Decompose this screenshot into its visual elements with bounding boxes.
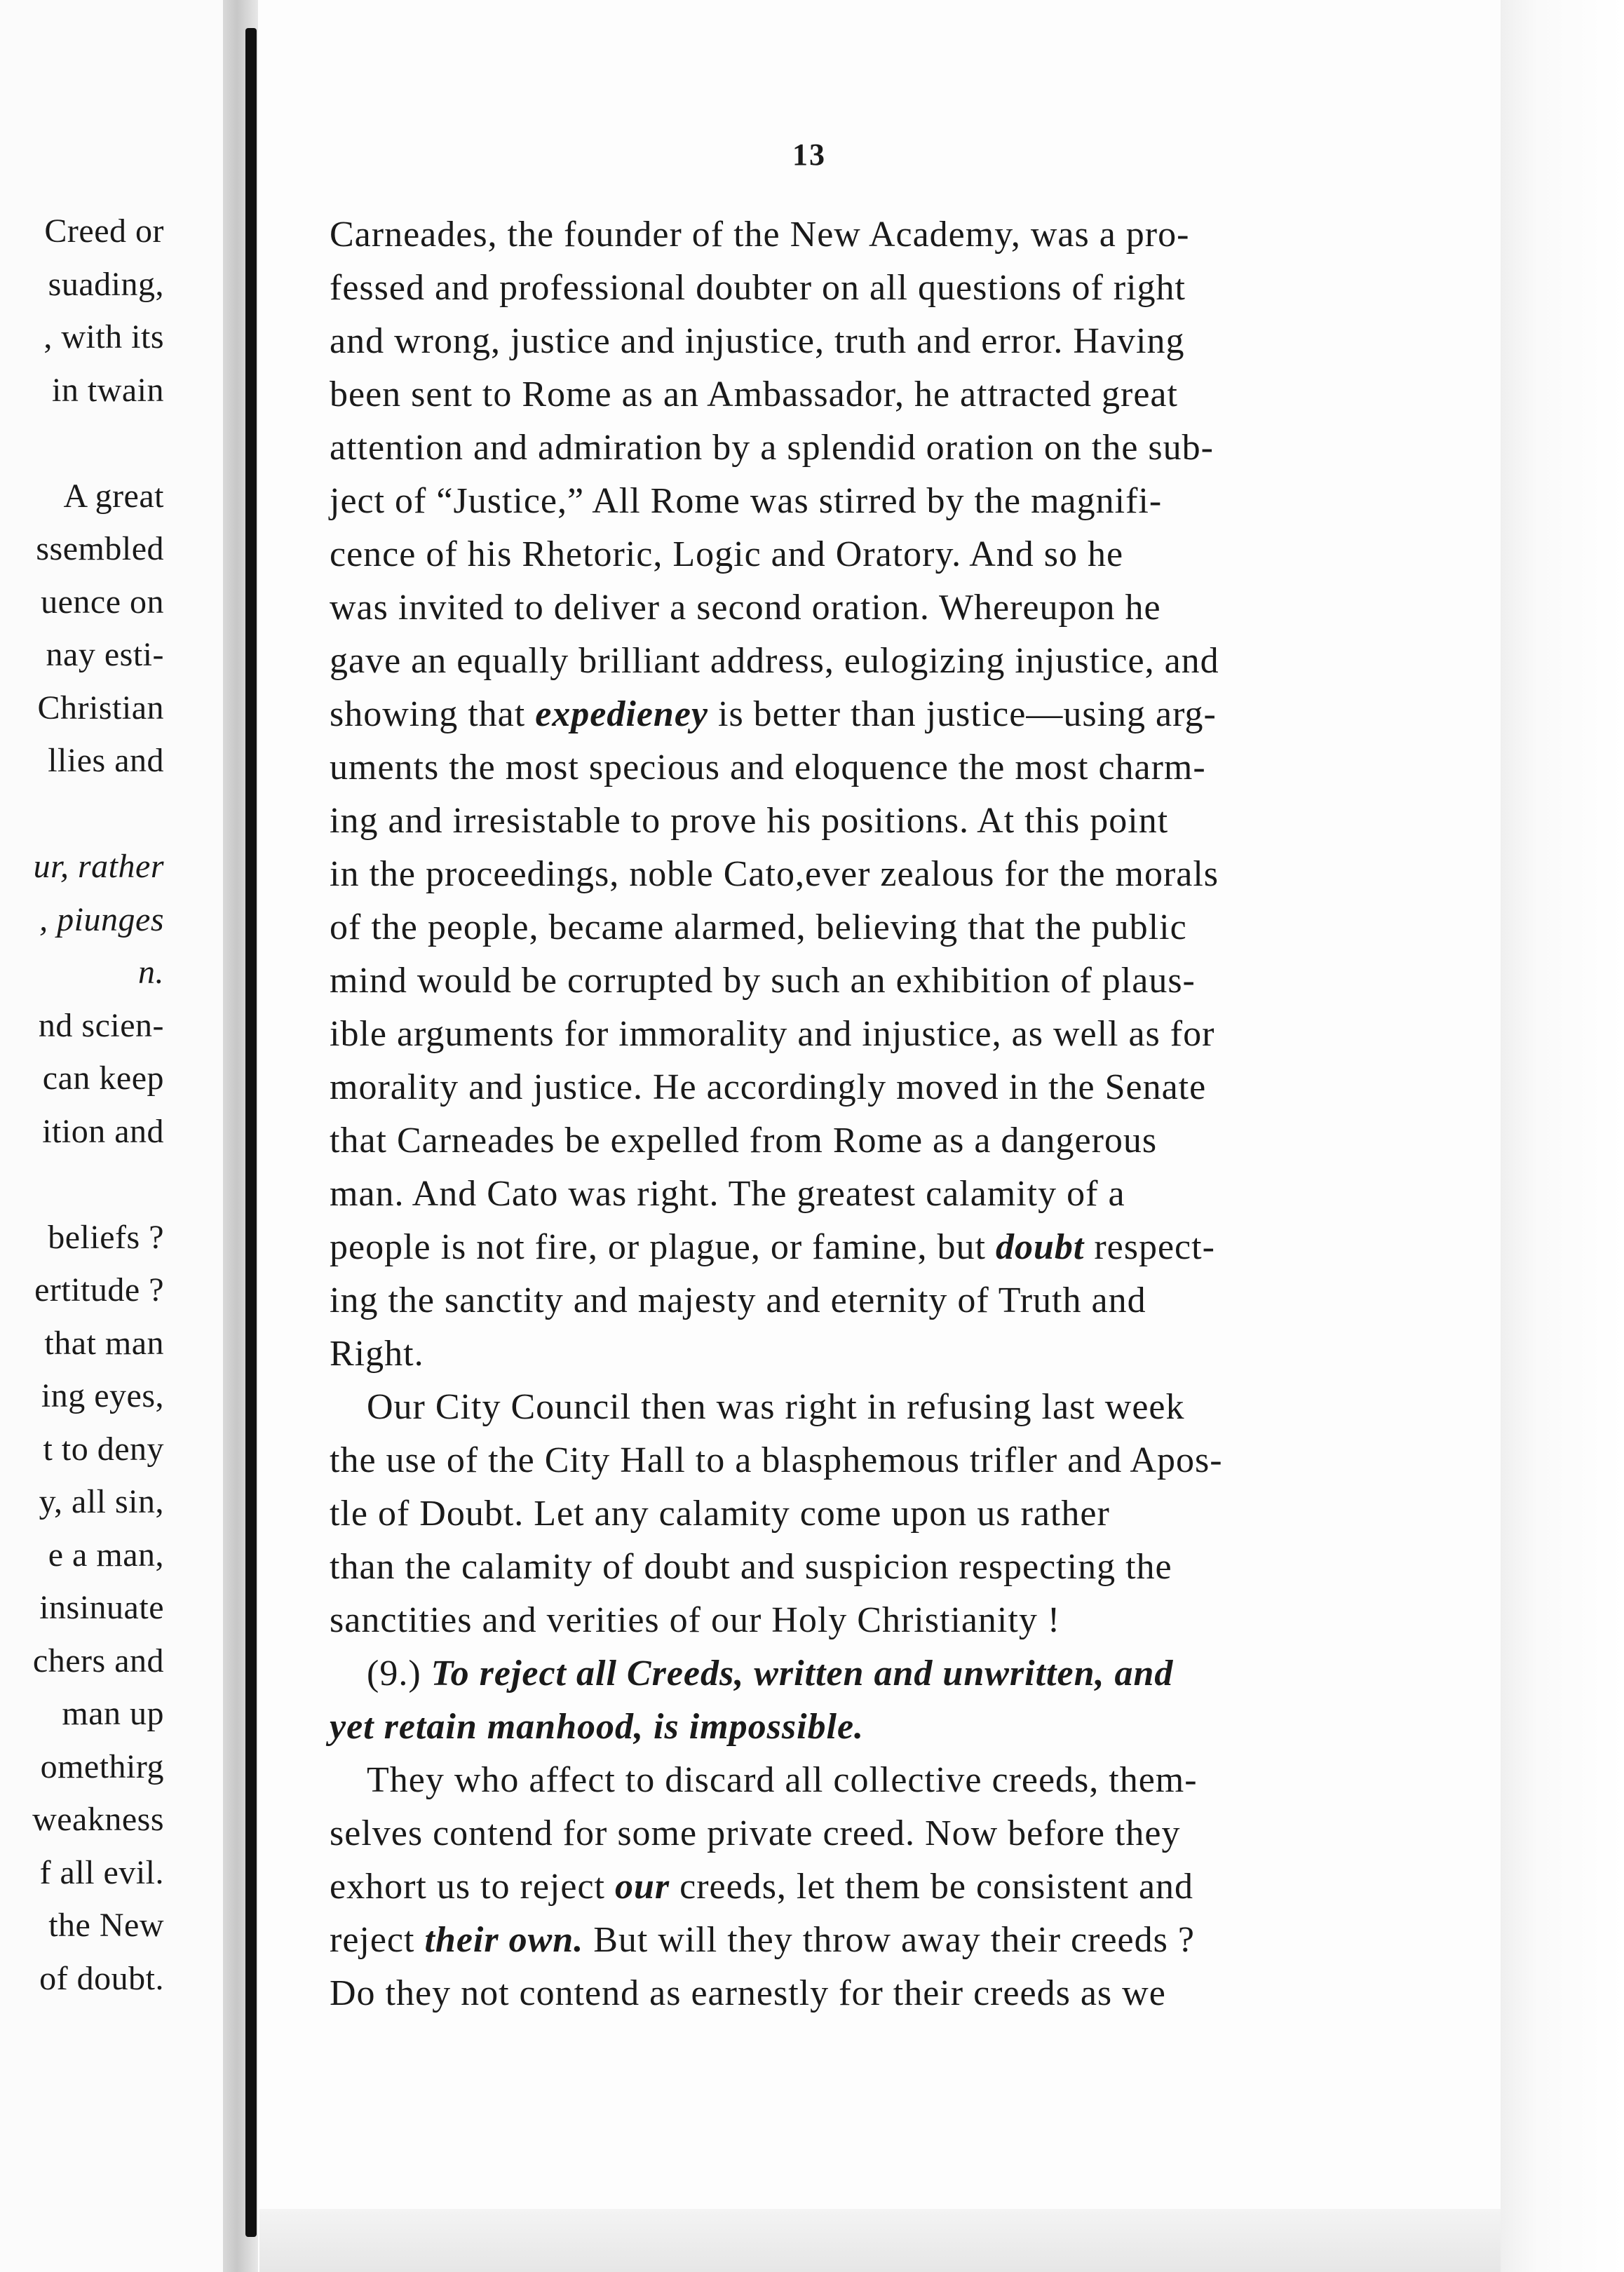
page-edge xyxy=(1501,0,1624,2272)
book-spine xyxy=(245,28,257,2237)
text-line xyxy=(330,1170,1125,1219)
text-line xyxy=(330,1969,1166,2018)
emphasized-text: To reject all Creeds, written and unwritten, and xyxy=(431,1654,1174,1693)
previous-page-line: in twain xyxy=(52,371,164,409)
text-line xyxy=(330,264,1186,313)
text-run: ject of “Justice,” All Rome was stirred by the magnifi- xyxy=(330,481,1163,521)
previous-page-fragment xyxy=(0,0,223,2272)
previous-page-line: ing eyes, xyxy=(41,1377,164,1414)
text-line xyxy=(330,1116,1157,1165)
text-run: that Carneades be expelled from Rome as a dangerous xyxy=(330,1121,1158,1161)
text-line xyxy=(330,477,1162,526)
previous-page-line: , piunges xyxy=(39,900,164,938)
text-line xyxy=(330,1756,1198,1805)
text-run: fessed and professional doubter on all questions of right xyxy=(330,268,1186,308)
text-run: creeds, let them be consistent and xyxy=(670,1867,1194,1907)
text-run: exhort us to reject xyxy=(330,1867,615,1907)
page-number: 13 xyxy=(792,137,826,172)
text-line xyxy=(330,530,1123,579)
previous-page-line: chers and xyxy=(32,1642,164,1679)
text-line xyxy=(330,1223,1215,1272)
text-run: ing the sanctity and majesty and eternity of Truth and xyxy=(330,1280,1146,1320)
text-line xyxy=(330,1383,1184,1432)
previous-page-line: insinuate xyxy=(39,1589,164,1626)
text-run: gave an equally brilliant address, eulogizing injustice, and xyxy=(330,641,1219,681)
previous-page-line: omethirg xyxy=(40,1747,164,1785)
text-line xyxy=(330,797,1168,846)
previous-page-line: ition and xyxy=(42,1112,164,1150)
emphasized-text: doubt xyxy=(995,1227,1085,1267)
previous-page-line: Creed or xyxy=(44,212,164,250)
text-line xyxy=(330,424,1214,473)
previous-page-line: that man xyxy=(44,1324,164,1362)
text-line xyxy=(330,1276,1146,1325)
text-run: of the people, became alarmed, believing that the public xyxy=(330,907,1187,947)
text-run: people is not fire, or plague, or famine, but xyxy=(330,1227,996,1267)
previous-page-line: man up xyxy=(62,1695,164,1732)
text-run: mind would be corrupted by such an exhibition of plaus- xyxy=(330,961,1196,1001)
previous-page-line: suading, xyxy=(48,265,164,303)
text-run: Do they not contend as earnestly for their creeds as we xyxy=(330,1973,1166,2013)
text-run: respect- xyxy=(1084,1227,1215,1267)
previous-page-line: f all evil. xyxy=(39,1853,164,1891)
previous-page-line: Christian xyxy=(37,689,164,726)
text-line xyxy=(330,1809,1180,1858)
text-run: uments the most specious and eloquence the most charm- xyxy=(330,748,1206,787)
text-run: tle of Doubt. Let any calamity come upon us rather xyxy=(330,1494,1110,1534)
text-run: showing that xyxy=(330,694,536,734)
text-run: than the calamity of doubt and suspicion respecting the xyxy=(330,1547,1172,1587)
emphasized-text: expedieney xyxy=(535,694,708,734)
text-run: Our City Council then was right in refusing last week xyxy=(330,1387,1185,1427)
text-line xyxy=(330,370,1178,419)
text-run: and wrong, justice and injustice, truth and error. Having xyxy=(330,321,1185,361)
previous-page-line: e a man, xyxy=(48,1536,164,1574)
text-run: attention and admiration by a splendid oration on the sub- xyxy=(330,428,1214,468)
text-line xyxy=(330,637,1219,686)
previous-page-line: n. xyxy=(138,954,164,991)
text-run: selves contend for some private creed. Now before they xyxy=(330,1813,1181,1853)
previous-page-line: ssembled xyxy=(36,530,164,567)
text-run: But will they throw away their creeds ? xyxy=(583,1920,1195,1960)
previous-page-line: nd scien- xyxy=(38,1006,164,1044)
text-run: morality and justice. He accordingly moved in the Senate xyxy=(330,1067,1207,1107)
text-run: is better than justice—using arg- xyxy=(708,694,1217,734)
text-run: was invited to deliver a second oration. Whereupon he xyxy=(330,588,1161,628)
text-line xyxy=(330,903,1187,952)
text-line xyxy=(330,1862,1193,1912)
previous-page-line: can keep xyxy=(42,1060,164,1097)
text-run: sanctities and verities of our Holy Christianity ! xyxy=(330,1600,1061,1640)
emphasized-text: our xyxy=(614,1867,670,1907)
previous-page-line: beliefs ? xyxy=(48,1218,164,1256)
text-line xyxy=(330,1703,864,1752)
previous-page-line: y, all sin, xyxy=(39,1483,164,1520)
text-line xyxy=(330,1596,1060,1645)
text-line xyxy=(330,210,1189,259)
emphasized-text: yet retain manhood, is impossible. xyxy=(330,1707,865,1747)
previous-page-line: nay esti- xyxy=(46,636,164,673)
text-line xyxy=(330,743,1206,792)
text-run: They who affect to discard all collective creeds, them- xyxy=(330,1760,1198,1800)
text-run: reject xyxy=(330,1920,425,1960)
page-bottom-shadow xyxy=(259,2209,1501,2272)
text-run: (9.) xyxy=(330,1654,431,1693)
text-line xyxy=(330,1649,1173,1698)
text-line xyxy=(330,1010,1214,1059)
text-run: Carneades, the founder of the New Academy, was a pro- xyxy=(330,215,1190,255)
text-line xyxy=(330,690,1217,739)
text-line xyxy=(330,1543,1172,1592)
previous-page-line: ertitude ? xyxy=(34,1271,164,1309)
text-line xyxy=(330,1489,1110,1539)
emphasized-text: their own. xyxy=(424,1920,584,1960)
text-line xyxy=(330,956,1196,1006)
text-run: ing and irresistable to prove his positions. At this point xyxy=(330,801,1169,841)
previous-page-line: llies and xyxy=(48,742,164,779)
text-line xyxy=(330,1063,1206,1112)
text-run: man. And Cato was right. The greatest calamity of a xyxy=(330,1174,1125,1214)
text-line xyxy=(330,1916,1195,1965)
text-run: in the proceedings, noble Cato,ever zealous for the morals xyxy=(330,854,1219,894)
text-line xyxy=(330,583,1161,633)
previous-page-line: weakness xyxy=(32,1801,164,1838)
previous-page-line: t to deny xyxy=(43,1430,164,1468)
previous-page-line: A great xyxy=(63,477,164,515)
previous-page-line: , with its xyxy=(43,318,164,356)
previous-page-line: of doubt. xyxy=(39,1959,164,1997)
text-line xyxy=(330,1330,424,1379)
previous-page-line: uence on xyxy=(41,583,164,621)
previous-page-line: ur, rather xyxy=(33,848,164,885)
previous-page-line: the New xyxy=(48,1907,164,1944)
text-run: cence of his Rhetoric, Logic and Oratory. And so he xyxy=(330,534,1124,574)
text-line xyxy=(330,317,1184,366)
text-line xyxy=(330,1436,1223,1485)
text-run: Right. xyxy=(330,1334,424,1374)
text-run: ible arguments for immorality and injustice, as well as for xyxy=(330,1014,1215,1054)
text-line xyxy=(330,850,1219,899)
text-run: the use of the City Hall to a blasphemous trifler and Apos- xyxy=(330,1440,1223,1480)
text-run: been sent to Rome as an Ambassador, he attracted great xyxy=(330,374,1178,414)
